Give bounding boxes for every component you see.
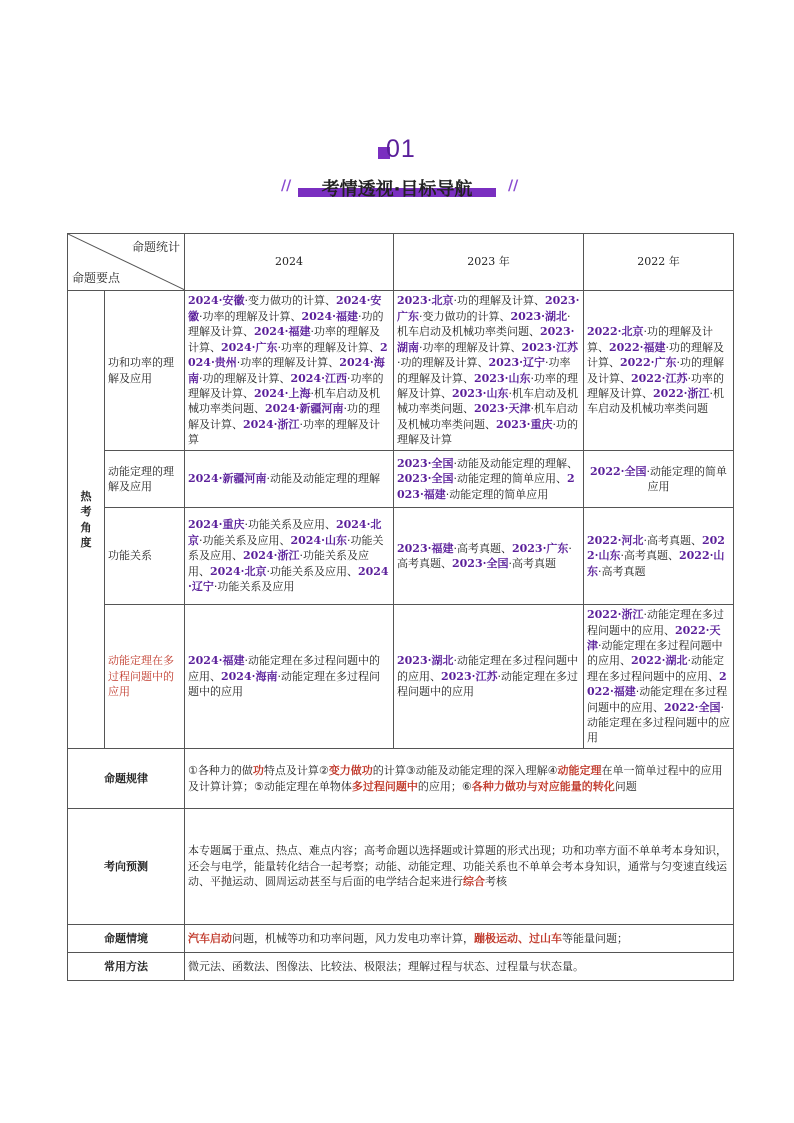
situation-content xyxy=(185,925,734,953)
topic-cell: 动能定理的理解及应用 xyxy=(105,451,185,508)
source-tag: 2023·湖北 xyxy=(397,654,454,668)
col-header-2024: 2024 xyxy=(185,234,394,291)
text-segment: ·动能定理在多过程问题中的应用、 xyxy=(587,685,728,714)
text-segment: ·功的理解及计算、 xyxy=(188,402,380,431)
law-label: 命题规律 xyxy=(68,749,185,809)
text-segment: ·动能定理在多过程问题中的应用、 xyxy=(587,654,724,683)
source-tag: 2022·江苏 xyxy=(631,371,688,385)
text-segment: ·功率的理解及计算、 xyxy=(397,371,578,400)
source-tag: 2022·福建 xyxy=(609,340,666,354)
topic-cell: 功和功率的理解及应用 xyxy=(105,291,185,451)
text-segment: ·动能定理在多过程问题中的应用 xyxy=(397,669,578,699)
source-tag: 2023·福建 xyxy=(397,472,575,501)
text-segment: ·功的理解及计算、 xyxy=(188,309,384,339)
text-segment: 本专题属于重点、热点、难点内容；高考命题以选择题或计算题的形式出现； xyxy=(188,844,562,858)
source-tag: 2022·广东 xyxy=(620,356,677,370)
source-tag: 2022·福建 xyxy=(587,669,727,699)
text-segment: ·功的理解及计算、 xyxy=(587,325,713,354)
hot-topic-label: 热 考 角 度 xyxy=(68,291,105,749)
source-tag: 2023·江苏 xyxy=(521,340,578,354)
text-segment: ·功的理解及计算、 xyxy=(453,294,545,308)
text-segment: ·动能定理在多过程问题中的应用 xyxy=(587,700,730,745)
cell-2024 xyxy=(185,605,394,749)
text-segment: ·功的理解及计算、 xyxy=(397,356,489,370)
text-segment: ·动能定理在多过程问题中的应用、 xyxy=(397,654,578,683)
source-tag: 2024·海南 xyxy=(188,356,385,385)
text-segment: ·动能定理在多过程问题中的应用、 xyxy=(587,608,724,637)
corner-cell xyxy=(68,234,185,291)
source-tag: 2023·广东 xyxy=(397,294,580,323)
source-tag: 2023·北京 xyxy=(397,294,454,308)
source-tag: 2022·湖北 xyxy=(631,654,688,668)
source-tag: 2023·江苏 xyxy=(441,669,498,683)
highlight-text: 各种力做功与对应能量的转化 xyxy=(471,779,615,793)
source-tag: 2024·广东 xyxy=(221,340,278,354)
highlight-text: 多过程问题中 xyxy=(351,779,418,793)
col-header-2022: 2022 年 xyxy=(584,234,734,291)
source-tag: 2022·浙江 xyxy=(587,608,644,622)
source-tag: 2022·天津 xyxy=(587,623,721,652)
text-segment: ·机车启动及机械功率类问题 xyxy=(587,386,724,416)
text-segment: ·功能关系及应用、 xyxy=(188,549,369,578)
exam-analysis-table xyxy=(67,233,734,981)
corner-bottom-label: 命题要点 xyxy=(72,270,121,285)
source-tag: 2022·北京 xyxy=(587,325,644,339)
left-slash-decoration: // xyxy=(281,178,292,194)
cell-2023 xyxy=(394,291,584,451)
cell-2024 xyxy=(185,451,394,508)
text-segment: ·动能定理在多过程问题中的应用、 xyxy=(587,638,723,668)
source-tag: 2023·山东 xyxy=(474,371,531,385)
source-tag: 2024·北京 xyxy=(188,518,382,547)
cell-2024 xyxy=(185,291,394,451)
law-row xyxy=(68,749,734,809)
source-tag: 2024·安徽 xyxy=(188,294,382,323)
text-segment: ·高考真题 xyxy=(598,564,646,578)
cell-2023 xyxy=(394,451,584,508)
text-segment: 的计算③动能及动能定理的深入理解④ xyxy=(372,764,558,778)
source-tag: 2023·全国 xyxy=(397,456,454,470)
text-segment: 问题，机械等功和功率问题，风力发电功率计算， xyxy=(232,931,474,945)
source-tag: 2023·湖南 xyxy=(397,325,575,354)
text-segment: ·机车启动及机械功率类问题、 xyxy=(397,402,578,431)
text-segment: ·功能关系及应用、 xyxy=(199,533,291,547)
header-row xyxy=(68,234,734,291)
source-tag: 2022·山东 xyxy=(587,533,725,563)
cell-2022 xyxy=(584,291,734,451)
source-tag: 2023·全国 xyxy=(452,557,509,570)
text-segment: ·动能定理的简单应用、 xyxy=(453,472,567,486)
table-row xyxy=(68,291,734,451)
source-tag: 2022·浙江 xyxy=(653,386,710,400)
text-segment: 功和功率方面不单单考本身知识，还会与电学，能量转化结合一起考察；动能、动能定理、功能关系也不单单会考本身知识，通常与匀变速直线运动、平抛运动、圆周运动甚至与后面的电学结合起来进行 xyxy=(188,844,727,889)
cell-2023 xyxy=(394,508,584,605)
highlight-text: 综合 xyxy=(463,875,485,889)
text-segment: ·动能定理的简单应用 xyxy=(646,464,727,493)
source-tag: 2024·浙江 xyxy=(243,549,300,563)
right-slash-decoration: // xyxy=(508,178,519,194)
text-segment: ·功的理解及计算 xyxy=(397,417,578,447)
situation-label: 命题情境 xyxy=(68,925,185,953)
source-tag: 2024·辽宁 xyxy=(188,564,389,594)
source-tag: 2024·贵州 xyxy=(188,340,388,370)
source-tag: 2023·福建 xyxy=(397,541,454,555)
text-segment: ·动能定理在多过程问题中的应用 xyxy=(188,669,380,699)
text-segment: ·功的理解及计算、 xyxy=(587,356,724,385)
text-segment: ·功率的理解及计算、 xyxy=(587,371,724,400)
source-tag: 2024·上海 xyxy=(254,386,311,400)
cell-2023 xyxy=(394,605,584,749)
cell-2024 xyxy=(185,508,394,605)
source-tag: 2024·山东 xyxy=(290,533,347,547)
cell-2022 xyxy=(584,451,734,508)
text-segment: ·高考真题、 xyxy=(643,533,702,547)
text-segment: ·机车启动及机械功率类问题、 xyxy=(188,386,380,416)
text-segment: ·高考真题、 xyxy=(453,541,512,555)
highlight-text: 变力做功 xyxy=(328,764,373,778)
highlight-text: 功 xyxy=(252,764,264,778)
text-segment: ·机车启动及机械功率类问题、 xyxy=(397,386,578,416)
text-segment: ·功能关系及应用、 xyxy=(266,564,358,578)
text-segment: ·功的理解及计算、 xyxy=(199,371,291,385)
highlight-text: 蹦极运动、过山车 xyxy=(474,931,562,945)
law-content xyxy=(185,749,734,809)
source-tag: 2022·山东 xyxy=(587,549,725,578)
corner-top-label: 命题统计 xyxy=(131,240,180,254)
text-segment: 等能量问题； xyxy=(562,931,628,945)
text-segment: ·功能关系及应用、 xyxy=(188,533,384,563)
text-segment: ·变力做功的计算、 xyxy=(244,294,336,308)
text-segment: ·动能定理在多过程问题中的应用、 xyxy=(188,654,380,683)
methods-label: 常用方法 xyxy=(68,953,185,981)
source-tag: 2023·全国 xyxy=(397,472,454,486)
source-tag: 2024·新疆河南 xyxy=(188,472,267,486)
text-segment: ·高考真题、 xyxy=(620,549,679,563)
source-tag: 2024·福建 xyxy=(254,325,311,339)
methods-content: 微元法、函数法、图像法、比较法、极限法；理解过程与状态、过程量与状态量。 xyxy=(185,953,734,981)
text-segment: 考核 xyxy=(485,875,507,889)
source-tag: 2023·广东 xyxy=(511,541,569,555)
section-title: 考情透视·目标导航 xyxy=(321,179,473,200)
source-tag: 2024·江西 xyxy=(290,371,347,385)
text-segment: 问题 xyxy=(614,779,637,793)
topic-cell: 功能关系 xyxy=(105,508,185,605)
section-number: 01 xyxy=(386,135,416,163)
text-segment: ·功率的理解及计算、 xyxy=(199,309,302,323)
source-tag: 2022·全国 xyxy=(590,464,647,478)
text-segment: ·功的理解及计算、 xyxy=(587,340,724,370)
methods-row xyxy=(68,953,734,981)
source-tag: 2023·辽宁 xyxy=(488,356,545,370)
text-segment: ·动能及动能定理的理解、 xyxy=(453,456,578,470)
source-tag: 2023·天津 xyxy=(474,402,531,416)
text-segment: ·功能关系及应用 xyxy=(213,580,295,594)
table-row xyxy=(68,605,734,749)
source-tag: 2024·安徽 xyxy=(188,294,245,308)
text-segment: ·功率的理解及计算、 xyxy=(188,371,384,400)
source-tag: 2023·山东 xyxy=(452,386,509,400)
text-segment: ·功率的理解及计算、 xyxy=(188,325,380,354)
text-segment: ·高考真题、 xyxy=(397,541,572,570)
text-segment: ·功率的理解及计算、 xyxy=(236,356,340,370)
section-title-bar xyxy=(292,177,502,200)
text-segment: ·功率的理解及计算 xyxy=(188,417,380,447)
text-segment: ·动能及动能定理的理解 xyxy=(266,472,380,486)
text-segment: ·变力做功的计算、 xyxy=(419,309,511,323)
source-tag: 2024·海南 xyxy=(221,669,278,683)
text-segment: 的应用；⑥ xyxy=(417,779,472,793)
source-tag: 2024·北京 xyxy=(210,564,267,578)
source-tag: 2024·新疆河南 xyxy=(265,402,344,416)
topic-cell: 动能定理在多过程问题中的应用 xyxy=(105,605,185,749)
forecast-row xyxy=(68,809,734,925)
text-segment: ·机车启动及机械功率类问题、 xyxy=(397,309,571,339)
source-tag: 2023·重庆 xyxy=(496,417,553,431)
text-segment: ·功率的理解及计算、 xyxy=(277,340,380,354)
source-tag: 2024·浙江 xyxy=(243,417,300,431)
source-tag: 2022·河北 xyxy=(587,533,644,547)
source-tag: 2024·重庆 xyxy=(188,518,245,532)
text-segment: ·功能关系及应用、 xyxy=(244,518,336,532)
text-segment: ·动能定理的简单应用 xyxy=(445,487,549,501)
highlight-text: 动能定理 xyxy=(557,764,602,778)
forecast-label: 考向预测 xyxy=(68,809,185,925)
text-segment: ·功率的理解及计算、 xyxy=(419,340,522,354)
highlight-text: 汽车启动 xyxy=(188,931,232,945)
text-segment: 特点及计算② xyxy=(263,764,329,778)
col-header-2023: 2023 年 xyxy=(394,234,584,291)
table-row xyxy=(68,451,734,508)
source-tag: 2022·全国 xyxy=(664,700,721,714)
cell-2022 xyxy=(584,605,734,749)
text-segment: ·功率的理解及计算、 xyxy=(397,356,571,385)
table-row xyxy=(68,508,734,605)
section-header xyxy=(0,135,794,205)
text-segment: ①各种力的做 xyxy=(188,764,253,778)
cell-2022 xyxy=(584,508,734,605)
situation-row xyxy=(68,925,734,953)
text-segment: ·高考真题 xyxy=(508,557,556,570)
text-segment: 在单一简单过程中的应用及计算计算；⑤动能定理在单物体 xyxy=(188,764,723,793)
source-tag: 2024·福建 xyxy=(301,309,358,323)
source-tag: 2024·福建 xyxy=(188,654,245,668)
forecast-content xyxy=(185,809,734,925)
source-tag: 2023·湖北 xyxy=(510,309,567,323)
